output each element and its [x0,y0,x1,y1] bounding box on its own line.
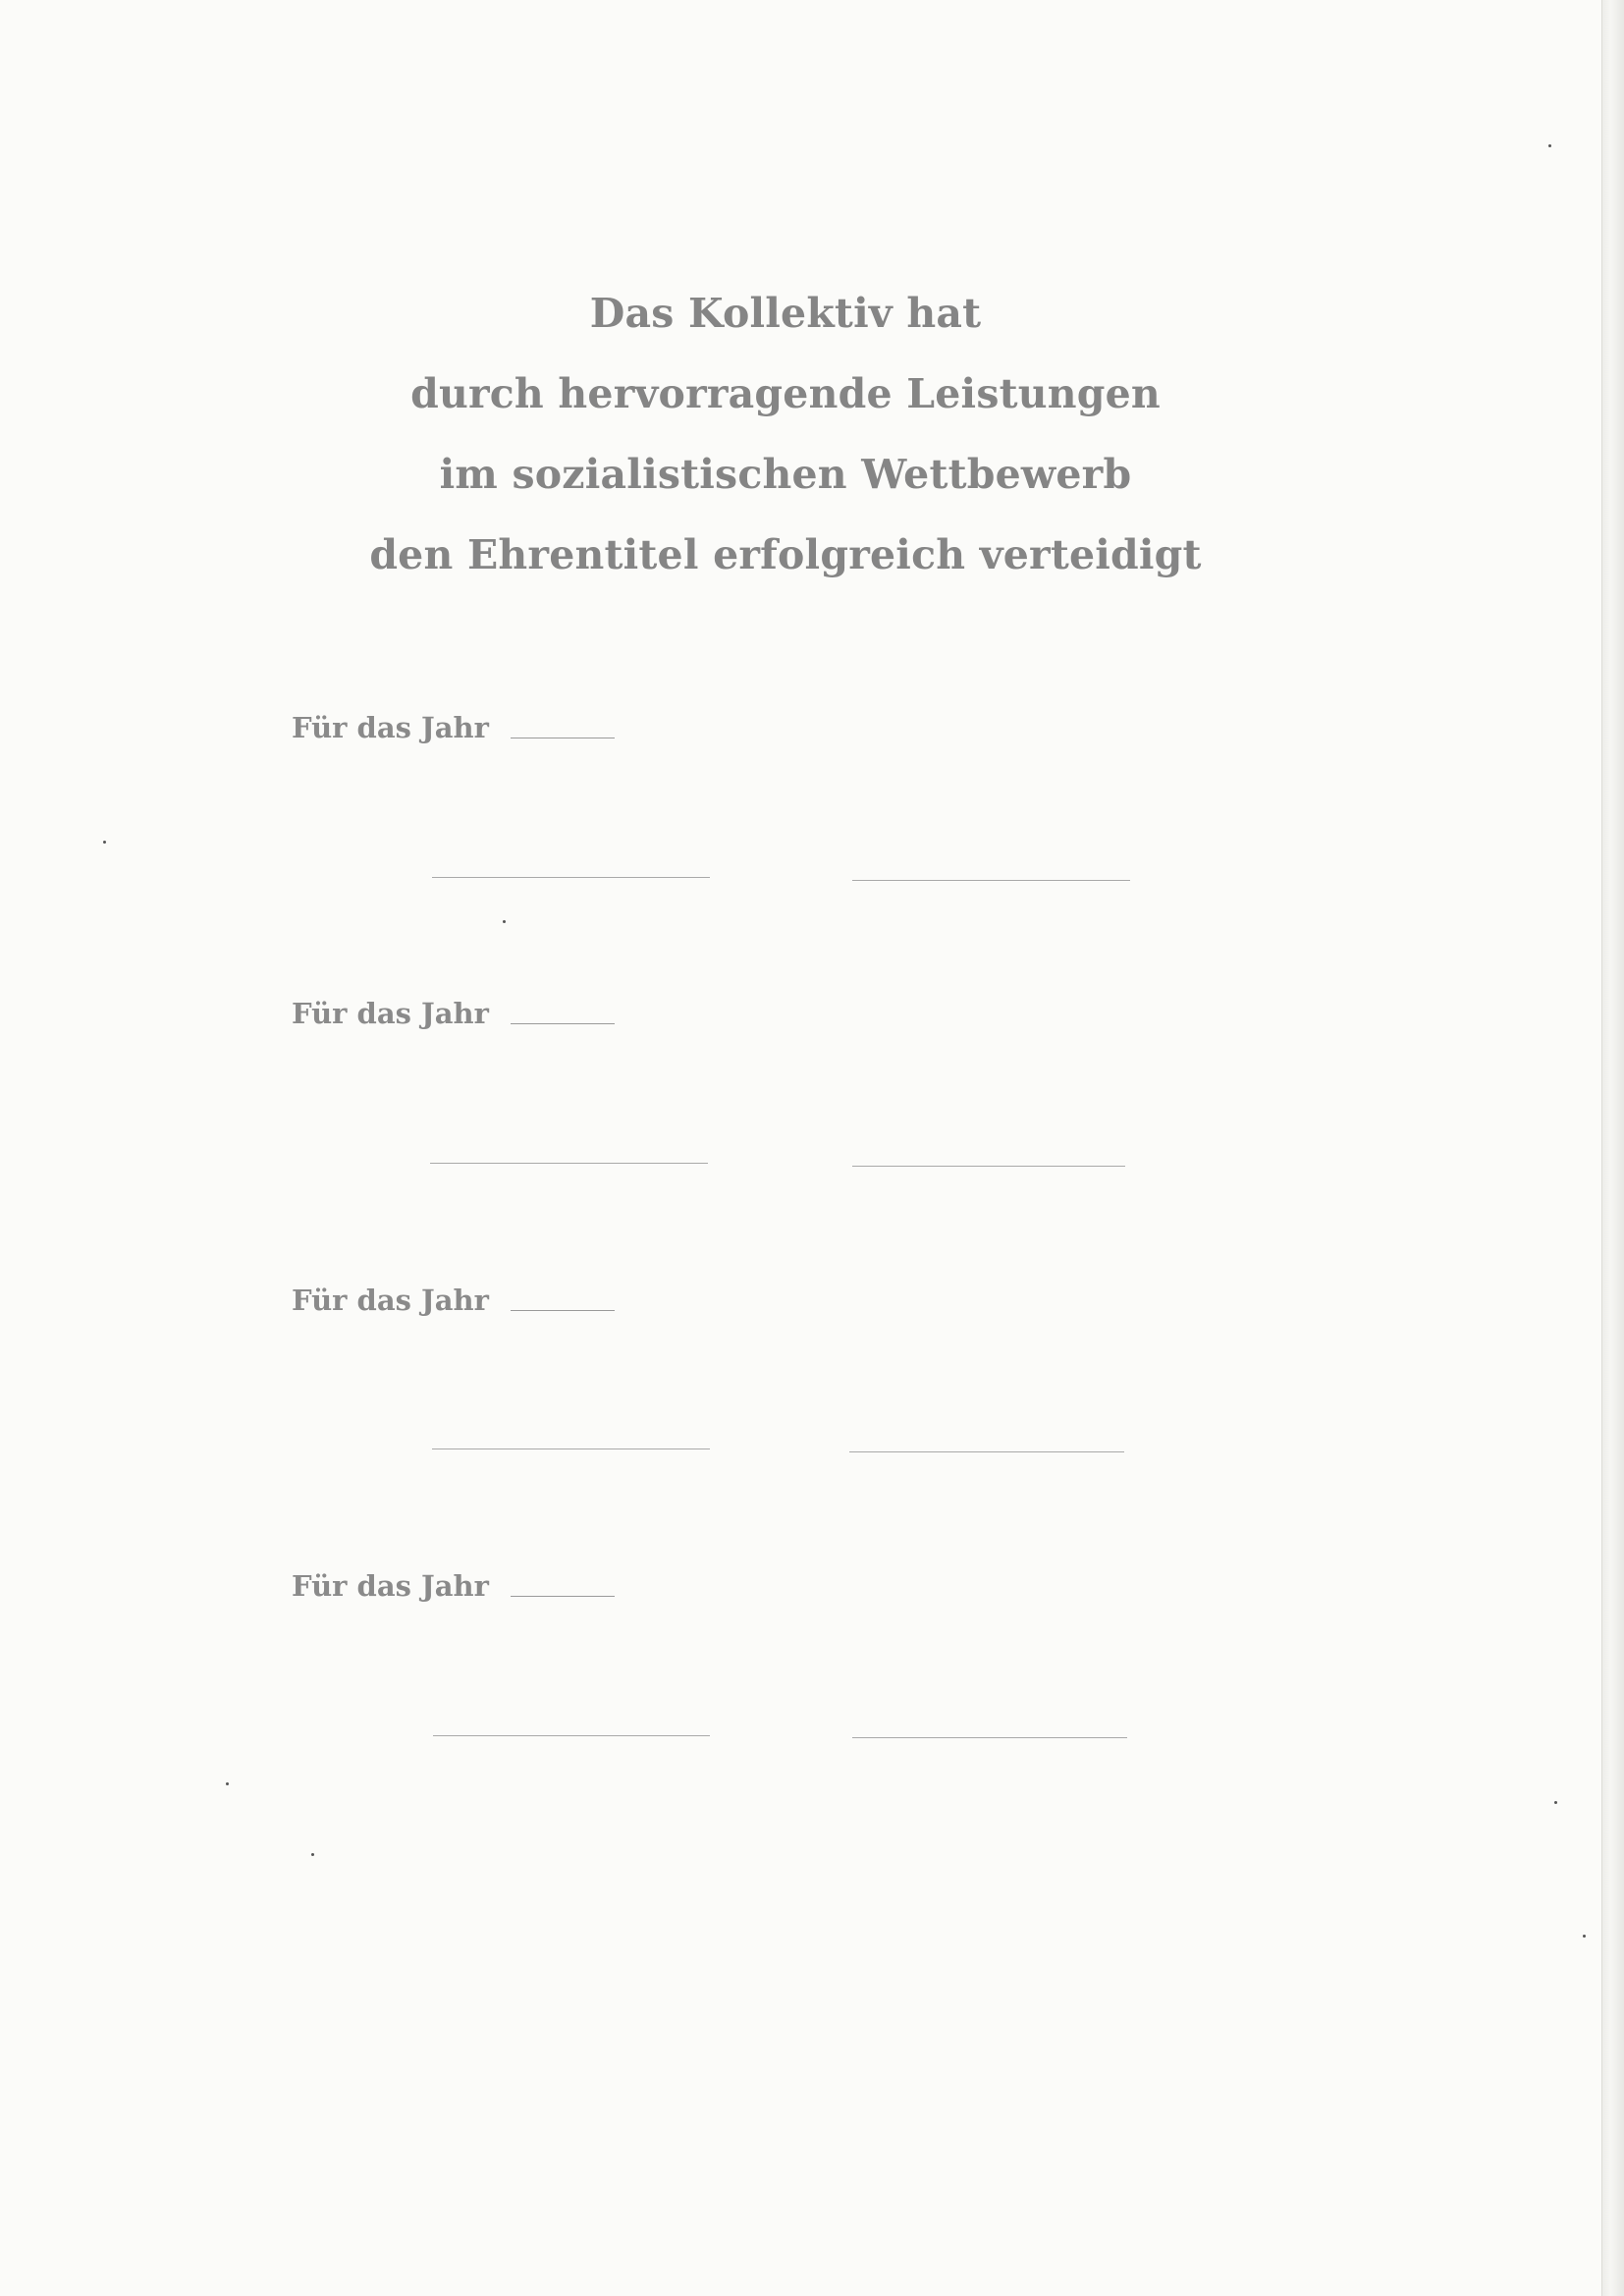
year-entry-2 [292,997,615,1036]
signature-line-left[interactable] [432,877,710,878]
paper-speck [103,841,106,844]
title-line-3: im sozialistischen Wettbewerb [439,451,1132,498]
paper-speck [226,1782,229,1785]
certificate-title [0,273,1571,595]
signature-line-right[interactable] [852,1737,1127,1738]
year-label: Für das Jahr [292,711,489,744]
year-input-line[interactable] [511,1022,615,1024]
year-entry-1 [292,711,615,750]
page-edge [1601,0,1624,2296]
title-line-1: Das Kollektiv hat [589,290,982,337]
year-entry-3 [292,1284,615,1323]
year-label: Für das Jahr [292,997,489,1030]
paper-speck [1554,1801,1557,1804]
year-label: Für das Jahr [292,1569,489,1603]
signature-line-right[interactable] [852,1166,1125,1167]
signature-line-right[interactable] [849,1451,1124,1452]
year-input-line[interactable] [511,737,615,738]
paper-speck [311,1853,314,1856]
title-line-4: den Ehrentitel erfolgreich verteidigt [369,531,1202,578]
paper-speck [1548,144,1551,147]
paper-speck [503,920,506,923]
year-input-line[interactable] [511,1595,615,1597]
paper-speck [1583,1935,1586,1938]
signature-line-left[interactable] [433,1735,710,1736]
year-entry-4 [292,1569,615,1609]
year-label: Für das Jahr [292,1284,489,1317]
title-line-2: durch hervorragende Leistungen [410,370,1161,417]
signature-line-right[interactable] [852,880,1130,881]
signature-line-left[interactable] [430,1163,708,1164]
year-input-line[interactable] [511,1309,615,1311]
